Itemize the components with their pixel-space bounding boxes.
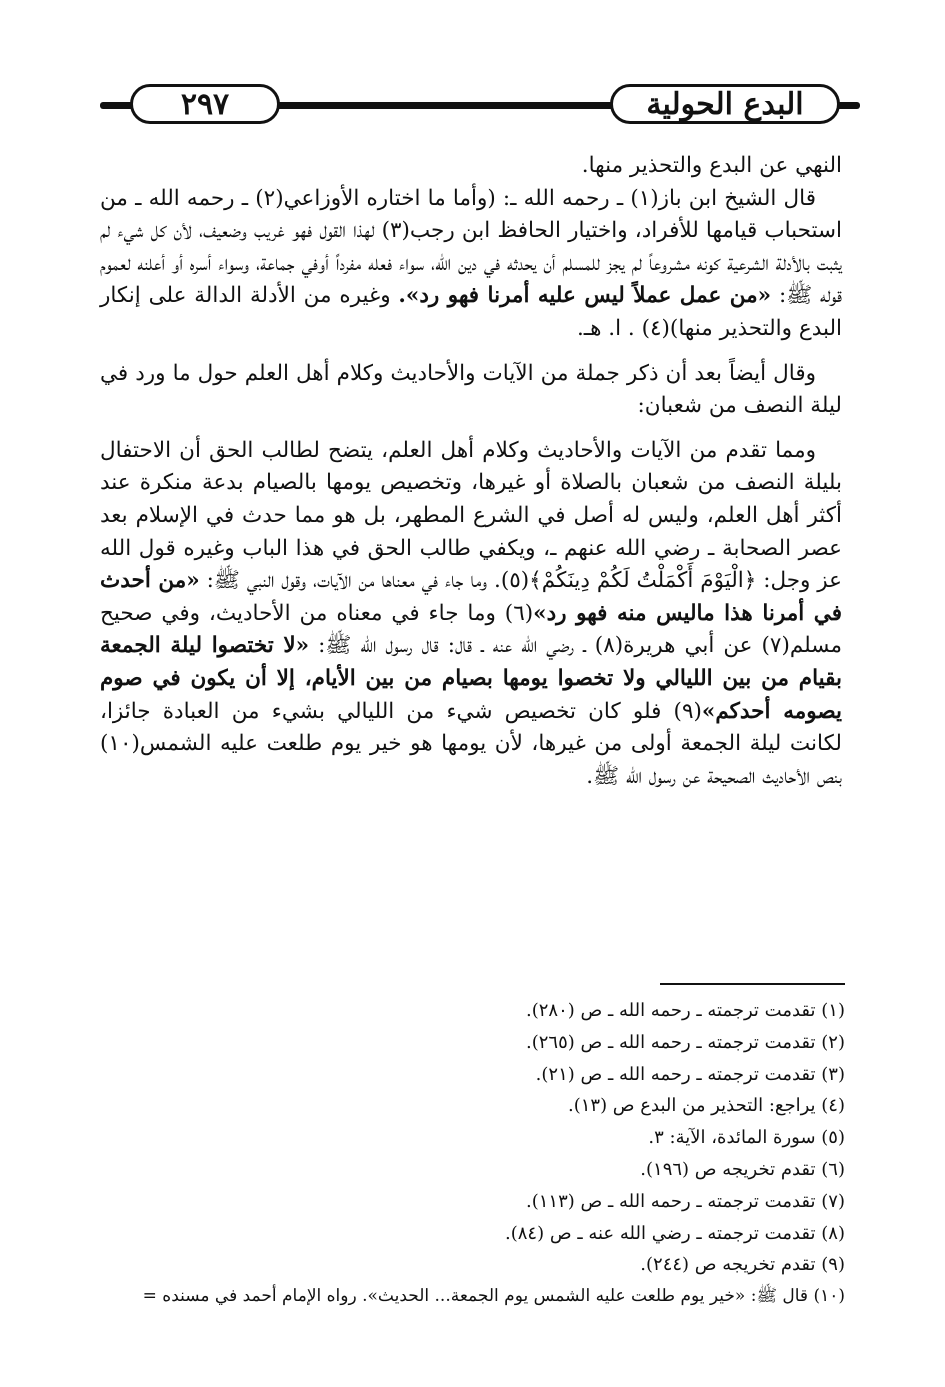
hadith-quote: «لا تختصوا ليلة الجمعة بقيام من بين الليالي ولا تخصوا يومها بصيام من بين الأيام، إلا أن يكون في صوم يصومه أحدكم» bbox=[100, 633, 843, 724]
footnote-separator bbox=[660, 983, 845, 985]
page-number: ٢٩٧ bbox=[130, 84, 280, 124]
footnote: (٣) تقدمت ترجمته ـ رحمه الله ـ ص (٢١). bbox=[535, 1063, 845, 1085]
footnote: (٨) تقدمت ترجمته ـ رضي الله عنه ـ ص (٨٤). bbox=[505, 1222, 845, 1244]
footnote: (١٠) قال ﷺ: «خير يوم طلعت عليه الشمس يوم الجمعة... الحديث». رواه الإمام أحمد في مسنده = bbox=[142, 1286, 845, 1307]
hadith-quote: «من عمل عملاً ليس عليه أمرنا فهو رد». bbox=[398, 283, 772, 309]
footnote: (٦) تقدم تخريجه ص (١٩٦). bbox=[640, 1158, 845, 1180]
paragraph: النهي عن البدع والتحذير منها. bbox=[581, 153, 842, 178]
footnotes bbox=[100, 995, 845, 1313]
paragraph: قال الشيخ ابن باز(١) ـ رحمه الله ـ: (وأما ما اختاره الأوزاعي(٢) ـ رحمه الله ـ من استحباب قيامها للأفراد، واختيار الحافظ ابن رجب(٣) لهذا القول فهو غريب وضعيف، لأن كل شيء لم يثبت بالأدلة الشرعية كونه مشروعاً لم يجز للمسلم أن يحدثه في دين الله، سواء فعله مفرداً أوفي جماعة، وسواء أسره أو أعلنه لعموم قوله ﷺ: «من عمل عملاً ليس عليه أمرنا فهو رد». وغيره من الأدلة الدالة على إنكار البدع والتحذير منها)(٤) . ا. هـ. bbox=[100, 185, 842, 341]
footnote: (٢) تقدمت ترجمته ـ رحمه الله ـ ص (٢٦٥). bbox=[525, 1031, 845, 1053]
footnote: (٤) يراجع: التحذير من البدع ص (١٣). bbox=[567, 1095, 845, 1117]
book-title: البدع الحولية bbox=[610, 84, 840, 124]
footnote: (١) تقدمت ترجمته ـ رحمه الله ـ ص (٢٨٠). bbox=[525, 1000, 845, 1021]
paragraph: وقال أيضاً بعد أن ذكر جملة من الآيات والأحاديث وكلام أهل العلم حول ما ورد في ليلة النصف من شعبان: bbox=[100, 360, 842, 419]
footnote: (٧) تقدمت ترجمته ـ رحمه الله ـ ص (١١٣). bbox=[525, 1190, 845, 1212]
main-text bbox=[100, 150, 842, 793]
footnote: (٩) تقدم تخريجه ص (٢٤٤). bbox=[640, 1254, 845, 1276]
hadith-quote: «من أحدث في أمرنا هذا ماليس منه فهو رد» bbox=[100, 568, 842, 626]
page-header bbox=[100, 78, 860, 134]
paragraph: ومما تقدم من الآيات والأحاديث وكلام أهل العلم، يتضح لطالب الحق أن الاحتفال بليلة النصف من شعبان بالصلاة أو غيرها، وتخصيص يومها بالصيام بدعة منكرة عند أكثر أهل العلم، وليس له أصل في الشرع المطهر، بل هو مما حدث في الإسلام بعد عصر الصحابة ـ رضي الله عنهم ـ، ويكفي طالب الحق في هذا الباب وغيره قول الله عز وجل: ﴿الْيَوْمَ أَكْمَلْتُ لَكُمْ دِينَكُمْ﴾(٥). وما جاء في معناها من الآيات، وقول النبي ﷺ: «من أحدث في أمرنا هذا ماليس منه فهو رد»(٦) وما جاء في معناه من الأحاديث، وفي صحيح مسلم(٧) عن أبي هريرة(٨) ـ رضي الله عنه ـ قال: قال رسول الله ﷺ: «لا تختصوا ليلة الجمعة بقيام من بين الليالي ولا تخصوا يومها بصيام من بين الأيام، إلا أن يكون في صوم يصومه أحدكم»(٩) فلو كان تخصيص شيء من الليالي بشيء من العبادة جائزا، لكانت ليلة الجمعة أولى من غيرها، لأن يومها هو خير يوم طلعت عليه الشمس(١٠) بنص الأحاديث الصحيحة عن رسول الله ﷺ. bbox=[100, 437, 843, 789]
footnote: (٥) سورة المائدة، الآية: ٣. bbox=[648, 1127, 845, 1149]
